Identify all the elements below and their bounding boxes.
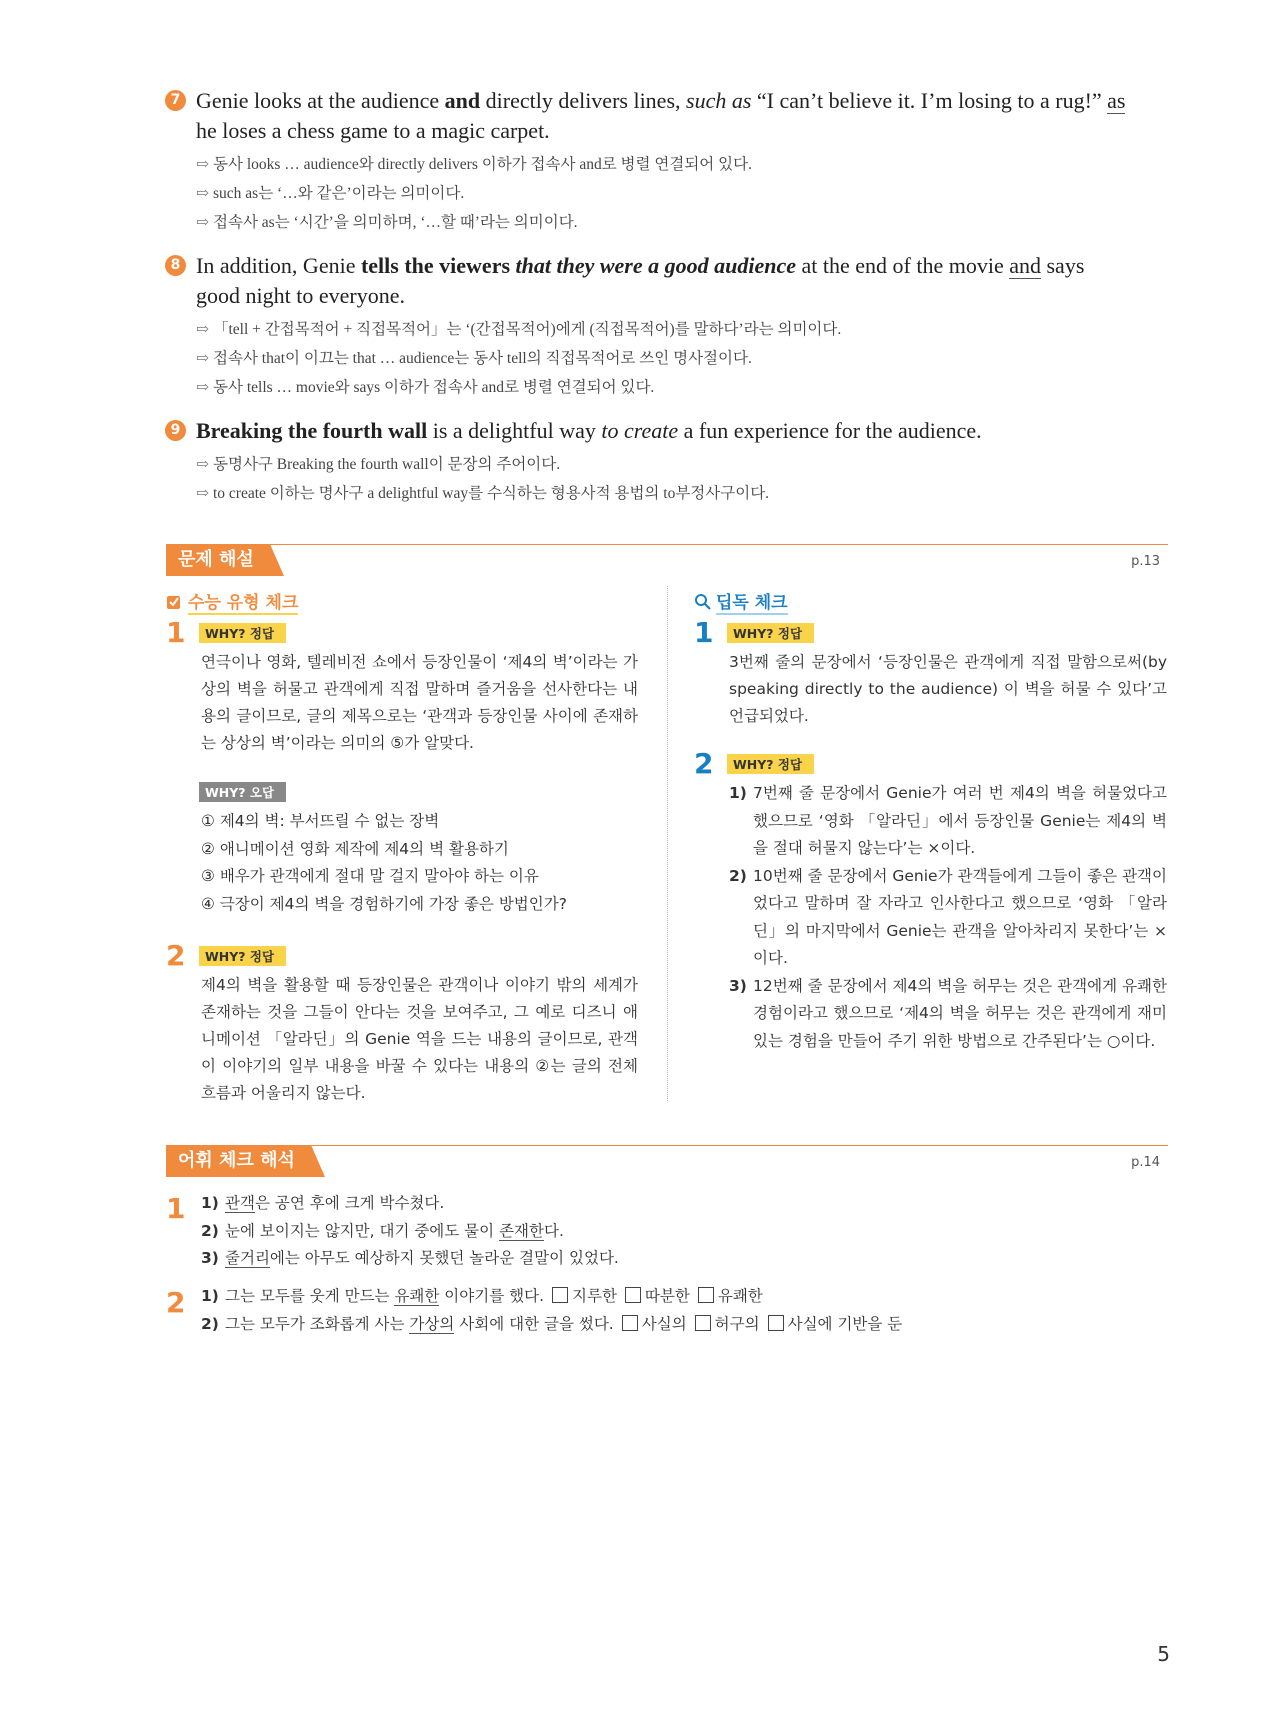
left-column-heading (166, 588, 298, 615)
s7-and: and (444, 88, 481, 113)
s7-note-2: ⇨ such as는 ‘…와 같은’이라는 의미이다. (196, 185, 465, 202)
s7-note-1: ⇨ 동사 looks … audience와 directly delivers 이하가 접속사 and로 병렬 연결되어 있다. (196, 156, 752, 173)
arrow-icon: ⇨ (196, 350, 209, 367)
s8-note-1: ⇨ 「tell + 간접목적어 + 직접목적어」는 ‘(간접목적어)에게 (직접목적어)를 말하다’라는 의미이다. (196, 321, 842, 338)
s7-as: as (1107, 88, 1126, 113)
s8-that-clause: that they were a good audience (515, 253, 797, 278)
arrow-icon: ⇨ (196, 156, 209, 173)
answer-item: 3) 12번째 줄 문장에서 제4의 벽을 허무는 것은 관객에게 유쾌한 경험이라고 했으므로 ‘제4의 벽을 허무는 것은 관객에게 재미있는 경험을 만들어 주기 위한 방법으로 간주된다’는 ○이다. (729, 976, 1167, 1050)
vocab-item: 2) 눈에 보이지는 않지만, 대기 중에도 물이 존재한다. (201, 1221, 564, 1240)
left-q1-number: 1 (166, 616, 186, 649)
wrong-option: ④ 극장이 제4의 벽을 경험하기에 가장 좋은 방법인가? (201, 894, 567, 913)
checkbox[interactable] (552, 1287, 568, 1303)
answer-item: 2) 10번째 줄 문장에서 Genie가 관객들에게 그들이 좋은 관객이었다고 말하며 잘 자라고 인사한다고 했으므로 ‘영화 「알라딘」의 마지막에서 Genie는 관객을 알아차리지 못한다’는 ×이다. (729, 866, 1167, 967)
why-wrong-badge: WHY? 오답 (199, 782, 286, 802)
section-title: 어휘 체크 해석 (166, 1145, 311, 1177)
left-q2-explanation: 제4의 벽을 활용할 때 등장인물은 관객이나 이야기 밖의 세계가 존재하는 것을 그들이 안다는 것을 보여주고, 그 예로 디즈니 애니메이션 「알라딘」의 Genie 역을 드는 내용의 글이므로, 관객이 이야기의 일부 내용을 바꿀 수 있다는 내용의 ②는 글의 전체 흐름과 어울리지 않는다. (201, 976, 638, 1102)
sentence-8 (165, 251, 1175, 402)
s8-tells: tells the viewers (360, 253, 516, 278)
arrow-icon: ⇨ (196, 214, 209, 231)
right-q2-items (729, 780, 1167, 1055)
why-correct-badge: WHY? 정답 (199, 946, 286, 966)
vocab-q1-number: 1 (166, 1192, 186, 1225)
why-correct-badge: WHY? 정답 (727, 623, 814, 643)
column-divider (667, 586, 668, 1101)
section-banner-vocabulary (166, 1145, 311, 1177)
sentence-number-9: 9 (165, 420, 186, 441)
s8-note-2: ⇨ 접속사 that이 이끄는 that … audience는 동사 tell의 직접목적어로 쓰인 명사절이다. (196, 350, 752, 367)
right-q2-number: 2 (694, 747, 714, 780)
checkbox-check-icon (166, 594, 182, 610)
s8-note-3: ⇨ 동사 tells … movie와 says 이하가 접속사 and로 병렬 연결되어 있다. (196, 379, 655, 396)
left-q2-number: 2 (166, 939, 186, 972)
sentence-number-8: 8 (165, 255, 186, 276)
wrong-option: ① 제4의 벽: 부서뜨릴 수 없는 장벽 (201, 812, 440, 830)
page-number: 5 (1157, 1642, 1170, 1666)
s7-part3: directly delivers lines, (480, 88, 687, 113)
s8-part1: In addition, Genie (196, 253, 361, 278)
s9-to-create: to create (601, 418, 679, 443)
vocab-item: 3) 줄거리에는 아무도 예상하지 못했던 놀라운 결말이 있었다. (201, 1249, 619, 1267)
checkbox[interactable] (698, 1287, 714, 1303)
vocab-item: 2) 그는 모두가 조화롭게 사는 가상의 사회에 대한 글을 썼다. 사실의 허구의 사실에 기반을 둔 (201, 1314, 903, 1333)
s8-part4: at the end of the movie (796, 253, 1010, 278)
s9-note-2: ⇨ to create 이하는 명사구 a delightful way를 수식하는 형용사적 용법의 to부정사구이다. (196, 485, 770, 502)
section-banner-explanations (166, 544, 270, 576)
vocab-q2-list (201, 1283, 1151, 1338)
s9-part2: is a delightful way (427, 418, 602, 443)
vocab-item: 1) 그는 모두를 웃게 만드는 유쾌한 이야기를 했다. 지루한 따분한 유쾌한 (201, 1287, 763, 1305)
sentence-number-7: 7 (165, 90, 186, 111)
section-divider (166, 544, 1168, 545)
wrong-option: ② 애니메이션 영화 제작에 제4의 벽 활용하기 (201, 839, 509, 858)
right-q1-explanation: 3번째 줄의 문장에서 ‘등장인물은 관객에게 직접 말함으로써(by speaking directly to the audience) 이 벽을 허물 수 있다’고 언급되었다. (729, 653, 1167, 725)
right-heading-text: 딥독 체크 (716, 588, 788, 615)
s8-and: and (1009, 253, 1041, 278)
vocab-q2-number: 2 (166, 1286, 186, 1319)
s9-subject: Breaking the fourth wall (196, 418, 428, 443)
left-q1-explanation: 연극이나 영화, 텔레비전 쇼에서 등장인물이 ‘제4의 벽’이라는 가상의 벽을 허물고 관객에게 직접 말하며 즐거움을 선사한다는 내용의 글이므로, 글의 제목으로는 ‘관객과 등장인물 사이에 존재하는 상상의 벽’이라는 의미의 ⑤가 알맞다. (201, 653, 638, 752)
why-correct-badge: WHY? 정답 (727, 754, 814, 774)
arrow-icon: ⇨ (196, 485, 209, 502)
page-reference: p.14 (1131, 1155, 1160, 1170)
vocab-item: 1) 관객은 공연 후에 크게 박수쳤다. (201, 1194, 445, 1212)
s9-part4: a fun experience for the audience. (678, 418, 982, 443)
magnifier-icon (694, 593, 712, 611)
arrow-icon: ⇨ (196, 185, 209, 202)
s7-note-3: ⇨ 접속사 as는 ‘시간’을 의미하며, ‘…할 때’라는 의미이다. (196, 214, 578, 231)
why-correct-badge: WHY? 정답 (199, 623, 286, 643)
s7-such-as: such as (686, 88, 752, 113)
page-reference: p.13 (1131, 554, 1160, 569)
checkbox[interactable] (768, 1315, 784, 1331)
s7-part1: Genie looks at the audience (196, 88, 445, 113)
s7-part7: he loses a chess game to a magic carpet. (196, 118, 550, 143)
s8-says: says (1041, 253, 1085, 278)
section-title: 문제 해설 (166, 544, 270, 576)
section-divider (166, 1145, 1168, 1146)
arrow-icon: ⇨ (196, 456, 209, 473)
right-q1-number: 1 (694, 616, 714, 649)
answer-item: 1) 7번째 줄 문장에서 Genie가 여러 번 제4의 벽을 허물었다고 했으므로 ‘영화 「알라딘」에서 등장인물 Genie는 제4의 벽을 절대 허물지 않는다’는 ×이다. (729, 784, 1167, 857)
vocab-q1-list (201, 1190, 1101, 1273)
s8-part7: good night to everyone. (196, 283, 405, 308)
left-heading-text: 수능 유형 체크 (188, 588, 298, 615)
wrong-options-list (201, 808, 638, 918)
right-column-heading (694, 588, 788, 615)
checkbox[interactable] (695, 1315, 711, 1331)
arrow-icon: ⇨ (196, 321, 209, 338)
wrong-option: ③ 배우가 관객에게 절대 말 걸지 말아야 하는 이유 (201, 867, 539, 885)
s7-quote: “I can’t believe it. I’m losing to a rug!” (751, 88, 1108, 113)
checkbox[interactable] (625, 1287, 641, 1303)
arrow-icon: ⇨ (196, 379, 209, 396)
checkbox[interactable] (622, 1315, 638, 1331)
sentence-7 (165, 86, 1175, 237)
s9-note-1: ⇨ 동명사구 Breaking the fourth wall이 문장의 주어이다. (196, 456, 561, 473)
sentence-9 (165, 416, 1175, 508)
